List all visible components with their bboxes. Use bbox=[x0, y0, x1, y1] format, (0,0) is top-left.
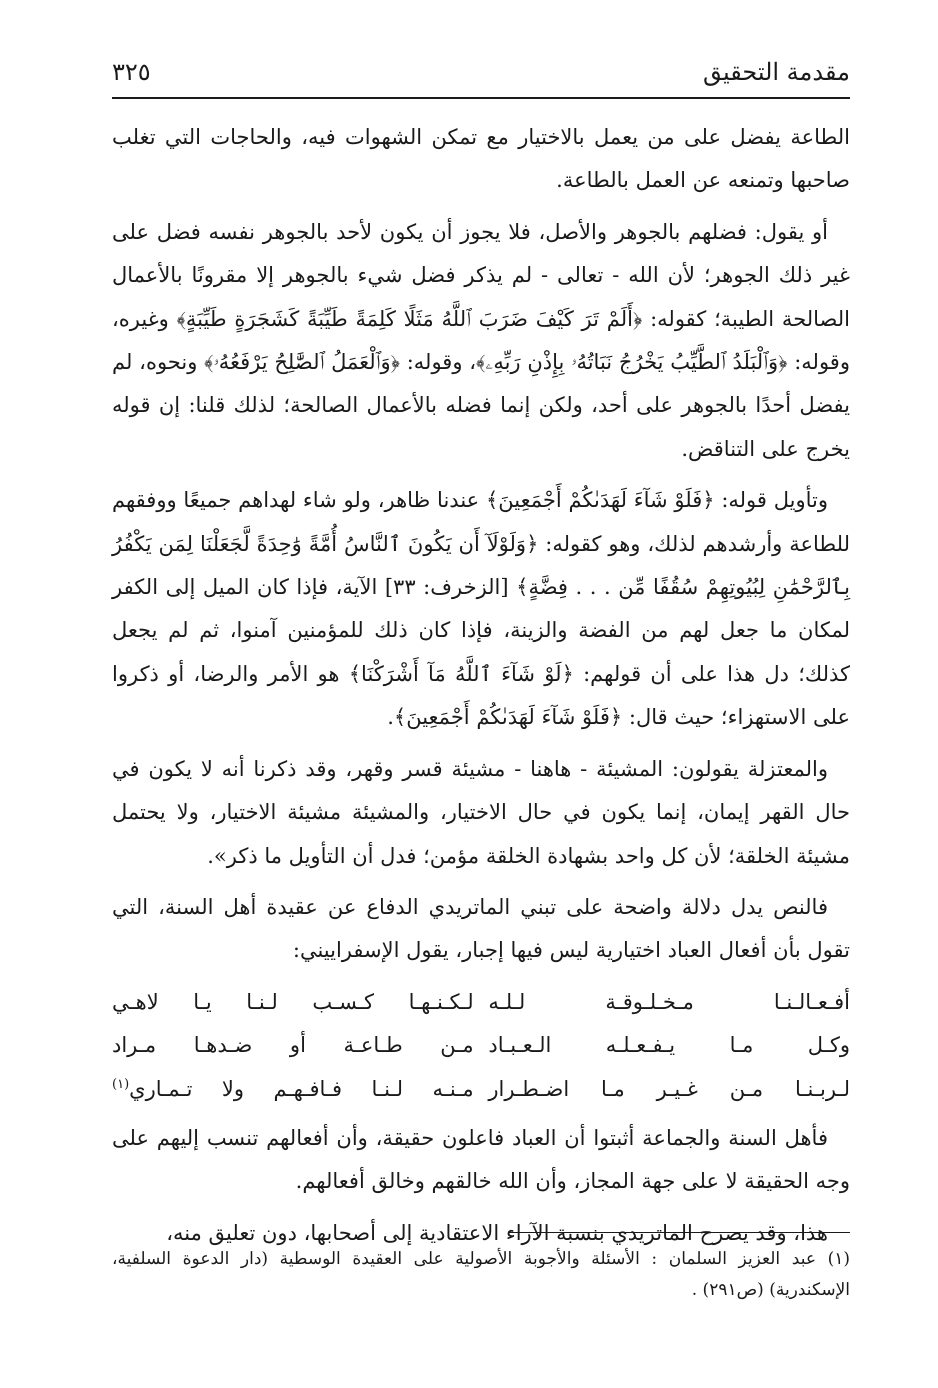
footnote-divider bbox=[508, 1232, 850, 1233]
footnote-marker[interactable]: (١) bbox=[112, 1076, 130, 1092]
verse-first-hemistich: لـربـنـا مـن غـيـر مـا اضـطـرار bbox=[488, 1076, 850, 1101]
verse-second-hemistich: مـن طـاعـة أو ضـدهـا مـراد bbox=[112, 1033, 474, 1058]
verse-second-hemistich-with-note bbox=[112, 1068, 474, 1111]
paragraph: فأهل السنة والجماعة أثبتوا أن العباد فاعلون حقيقة، وأن أفعالهم تنسب إليهم على وجه الحقيقة لا على جهة المجاز، وأن الله خالقهم وخالق أفعالهم. bbox=[112, 1125, 850, 1194]
page-header bbox=[112, 52, 850, 92]
header-divider bbox=[112, 97, 850, 99]
verse-first-hemistich: أفـعـالـنـا مـخـلـوقـة لـلـه bbox=[488, 989, 850, 1014]
verse-second-hemistich: مـنـه لـنـا فـافـهـم ولا تـمـاري bbox=[129, 1076, 474, 1101]
poem-verse bbox=[112, 1024, 850, 1067]
poem-verse bbox=[112, 981, 850, 1024]
running-title: مقدمة التحقيق bbox=[702, 58, 850, 86]
paragraph: أو يقول: فضلهم بالجوهر والأصل، فلا يجوز أن يكون لأحد بالجوهر نفسه فضل على غير ذلك الجوهر؛ لأن الله - تعالى - لم يذكر فضل شيء بالجوهر إلا مقرونًا بالأعمال الصالحة الطيبة؛ كقوله: ﴿أَلَمْ تَرَ كَيْفَ ضَرَبَ ٱللَّهُ مَثَلًا كَلِمَةً طَيِّبَةً كَشَجَرَةٍ طَيِّبَةٍ﴾ وغيره، وقوله: ﴿وَٱلْبَلَدُ ٱلطَّيِّبُ يَخْرُجُ نَبَاتُهُۥ بِإِذْنِ رَبِّهِۦ﴾، وقوله: ﴿وَٱلْعَمَلُ ٱلصَّٰلِحُ يَرْفَعُهُۥ﴾ ونحوه، لم يفضل أحدًا بالجوهر على أحد، ولكن إنما فضله بالأعمال الصالحة؛ لذلك قلنا: إن قوله يخرج على التناقض. bbox=[112, 219, 850, 461]
main-text bbox=[112, 116, 850, 1263]
page-number: ٣٢٥ bbox=[112, 58, 151, 86]
poem bbox=[112, 981, 850, 1111]
footnote: (١) عبد العزيز السلمان : الأسئلة والأجوبة الأصولية على العقيدة الوسطية (دار الدعوة السلفية، الإسكندرية) (ص٢٩١) . bbox=[112, 1249, 850, 1300]
paragraph: فالنص يدل دلالة واضحة على تبني الماتريدي الدفاع عن عقيدة أهل السنة، التي تقول بأن أفعال العباد اختيارية ليس فيها إجبار، يقول الإسفراييني: bbox=[112, 894, 850, 963]
verse-second-hemistich: لـكـنـهـا كـسـب لـنـا يـا لاهـي bbox=[112, 989, 474, 1014]
paragraph: هذا، وقد يصرح الماتريدي بنسبة الآراء الاعتقادية إلى أصحابها، دون تعليق منه، bbox=[166, 1220, 828, 1245]
verse-first-hemistich: وكـل مـا يـفـعـلـه الـعـبـاد bbox=[488, 1033, 850, 1058]
paragraph: الطاعة يفضل على من يعمل بالاختيار مع تمكن الشهوات فيه، والحاجات التي تغلب صاحبها وتمنعه عن العمل بالطاعة. bbox=[112, 125, 850, 193]
poem-verse bbox=[112, 1068, 850, 1111]
paragraph: وتأويل قوله: ﴿فَلَوْ شَآءَ لَهَدَىٰكُمْ أَجْمَعِينَ﴾ عندنا ظاهر، ولو شاء لهداهم جميعًا ووفقهم للطاعة وأرشدهم لذلك، وهو كقوله: ﴿وَلَوْلَآ أَن يَكُونَ ٱلنَّاسُ أُمَّةً وَٰحِدَةً لَّجَعَلْنَا لِمَن يَكْفُرُ بِٱلرَّحْمَٰنِ لِبُيُوتِهِمْ سُقُفًا مِّن . . . فِضَّةٍ﴾ [الزخرف: ٣٣] الآية، فإذا كان الميل إلى الكفر لمكان ما جعل لهم من الفضة والزينة، فإذا كان ذلك للمؤمنين آمنوا، ثم لم يجعل كذلك؛ دل هذا على أن قولهم: ﴿لَوْ شَآءَ ٱللَّهُ مَآ أَشْرَكْنَا﴾ هو الأمر والرضا، أو ذكروا على الاستهزاء؛ حيث قال: ﴿فَلَوْ شَآءَ لَهَدَىٰكُمْ أَجْمَعِينَ﴾. bbox=[112, 488, 851, 730]
paragraph: والمعتزلة يقولون: المشيئة - هاهنا - مشيئة قسر وقهر، وقد ذكرنا أنه لا يكون في حال القهر إيمان، إنما يكون في حال الاختيار، والمشيئة مشيئة الاختيار، ولا يحتمل مشيئة الخلقة؛ لأن كل واحد بشهادة الخلقة مؤمن؛ فدل أن التأويل ما ذكر». bbox=[112, 756, 850, 868]
